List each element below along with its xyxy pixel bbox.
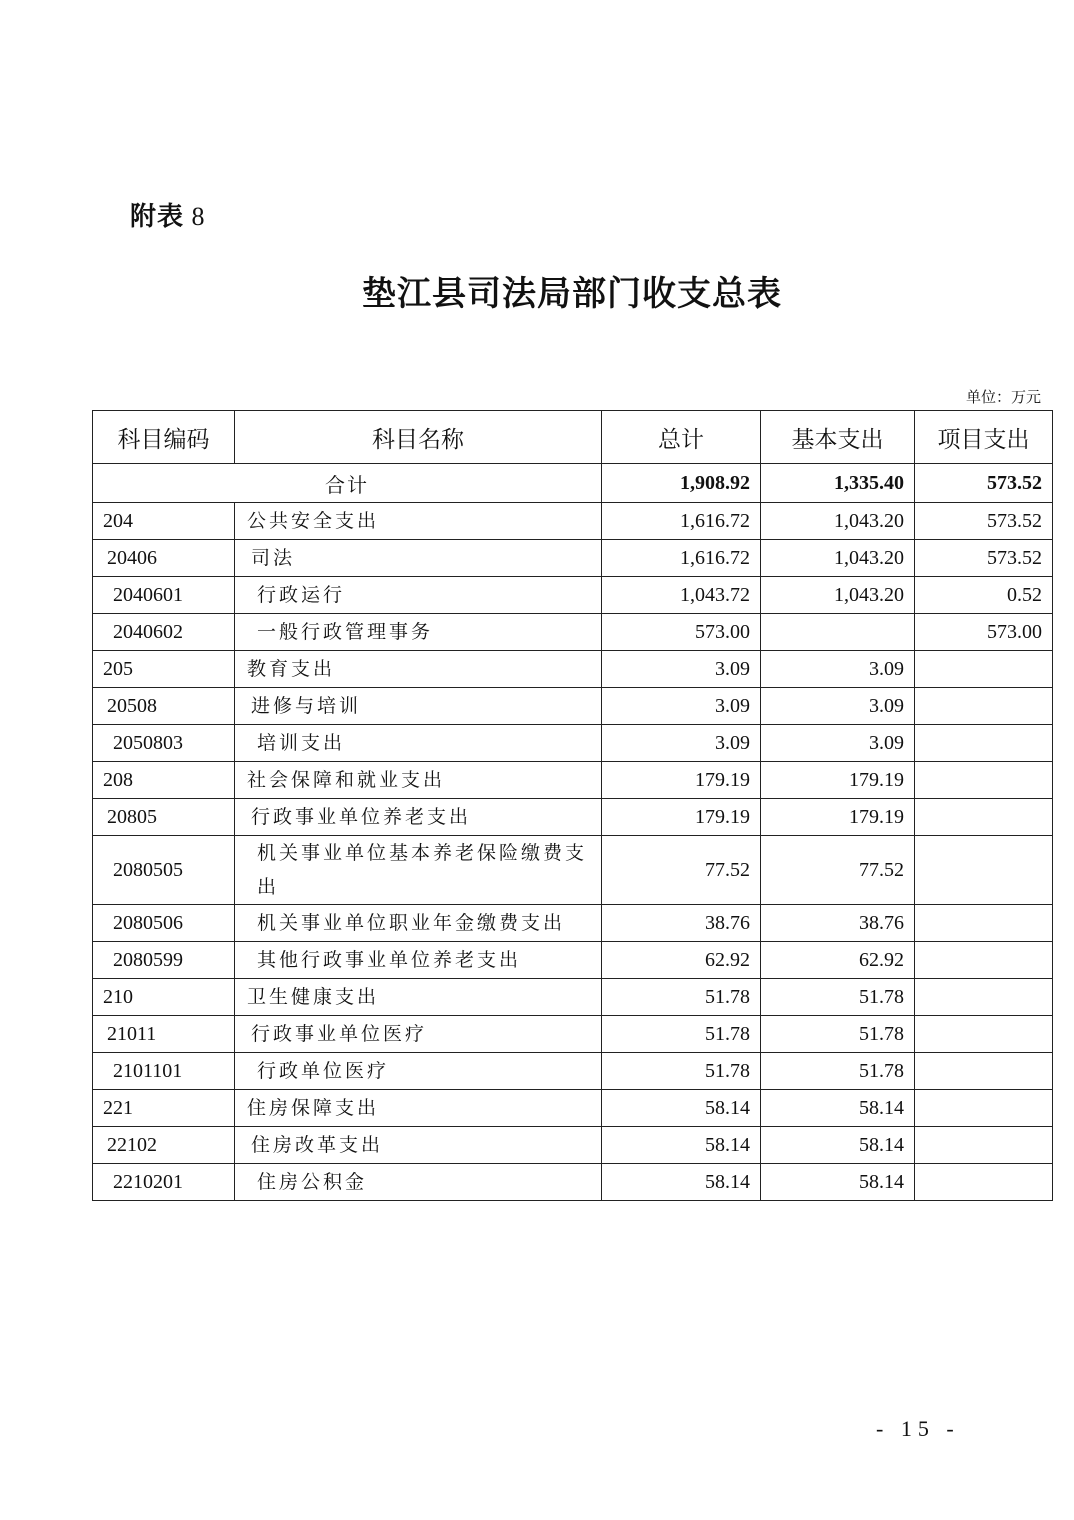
row-project (915, 651, 1053, 688)
row-project (915, 1053, 1053, 1090)
table-row (93, 1016, 1053, 1053)
header-name: 科目名称 (235, 411, 602, 464)
row-basic: 179.19 (761, 762, 915, 799)
annex-prefix: 附表 (130, 202, 185, 231)
row-total: 1,616.72 (602, 540, 761, 577)
row-project (915, 979, 1053, 1016)
row-basic: 51.78 (761, 979, 915, 1016)
row-project (915, 799, 1053, 836)
unit-label: 单位：万元 (965, 388, 1041, 406)
table-row (93, 614, 1053, 651)
row-basic: 58.14 (761, 1127, 915, 1164)
row-project (915, 1164, 1053, 1201)
row-total: 179.19 (602, 799, 761, 836)
row-name: 住房改革支出 (235, 1127, 602, 1164)
row-code: 22102 (93, 1127, 235, 1164)
row-project (915, 942, 1053, 979)
row-basic (761, 614, 915, 651)
row-project (915, 836, 1053, 905)
page-title: 垫江县司法局部门收支总表 (362, 276, 782, 313)
row-name: 其他行政事业单位养老支出 (235, 942, 602, 979)
row-name: 进修与培训 (235, 688, 602, 725)
row-project (915, 1090, 1053, 1127)
table-row (93, 540, 1053, 577)
total-basic: 1,335.40 (761, 464, 915, 503)
table-row (93, 1164, 1053, 1201)
row-basic: 1,043.20 (761, 540, 915, 577)
row-total: 51.78 (602, 1053, 761, 1090)
row-total: 58.14 (602, 1127, 761, 1164)
row-code: 208 (93, 762, 235, 799)
row-name: 行政运行 (235, 577, 602, 614)
row-project: 0.52 (915, 577, 1053, 614)
row-total: 51.78 (602, 979, 761, 1016)
row-total: 62.92 (602, 942, 761, 979)
total-project: 573.52 (915, 464, 1053, 503)
table-row (93, 1053, 1053, 1090)
row-code: 2050803 (93, 725, 235, 762)
row-code: 20805 (93, 799, 235, 836)
page-number: - 15 - (876, 1416, 960, 1441)
row-code: 2080505 (93, 836, 235, 905)
row-code: 221 (93, 1090, 235, 1127)
total-row (93, 464, 1053, 503)
row-basic: 179.19 (761, 799, 915, 836)
row-basic: 58.14 (761, 1164, 915, 1201)
row-name: 一般行政管理事务 (235, 614, 602, 651)
row-code: 205 (93, 651, 235, 688)
budget-table (92, 410, 1053, 1201)
row-code: 20508 (93, 688, 235, 725)
row-name: 公共安全支出 (235, 503, 602, 540)
row-total: 58.14 (602, 1090, 761, 1127)
annex-number: 8 (191, 202, 206, 231)
row-basic: 62.92 (761, 942, 915, 979)
row-code: 20406 (93, 540, 235, 577)
row-total: 58.14 (602, 1164, 761, 1201)
row-code: 2080506 (93, 905, 235, 942)
row-total: 3.09 (602, 725, 761, 762)
row-basic: 3.09 (761, 688, 915, 725)
row-code: 21011 (93, 1016, 235, 1053)
row-basic: 58.14 (761, 1090, 915, 1127)
row-project (915, 762, 1053, 799)
row-name: 机关事业单位基本养老保险缴费支出 (235, 836, 602, 905)
row-total: 1,043.72 (602, 577, 761, 614)
table-header-row (93, 411, 1053, 464)
row-total: 3.09 (602, 688, 761, 725)
row-basic: 1,043.20 (761, 503, 915, 540)
header-project: 项目支出 (915, 411, 1053, 464)
header-code: 科目编码 (93, 411, 235, 464)
row-project: 573.52 (915, 503, 1053, 540)
row-project (915, 725, 1053, 762)
row-basic: 77.52 (761, 836, 915, 905)
total-total: 1,908.92 (602, 464, 761, 503)
row-basic: 51.78 (761, 1053, 915, 1090)
table-row (93, 651, 1053, 688)
row-name: 培训支出 (235, 725, 602, 762)
row-code: 2040601 (93, 577, 235, 614)
row-total: 77.52 (602, 836, 761, 905)
row-code: 2210201 (93, 1164, 235, 1201)
row-project: 573.00 (915, 614, 1053, 651)
row-name: 卫生健康支出 (235, 979, 602, 1016)
table-row (93, 503, 1053, 540)
table-row (93, 799, 1053, 836)
row-code: 210 (93, 979, 235, 1016)
row-code: 2040602 (93, 614, 235, 651)
row-name: 住房保障支出 (235, 1090, 602, 1127)
row-name: 住房公积金 (235, 1164, 602, 1201)
row-name: 机关事业单位职业年金缴费支出 (235, 905, 602, 942)
table-row (93, 1090, 1053, 1127)
row-basic: 38.76 (761, 905, 915, 942)
row-name: 司法 (235, 540, 602, 577)
row-project (915, 1127, 1053, 1164)
table-row (93, 836, 1053, 905)
annex-label (130, 196, 206, 233)
row-code: 2080599 (93, 942, 235, 979)
table-row (93, 688, 1053, 725)
row-name: 社会保障和就业支出 (235, 762, 602, 799)
table-row (93, 725, 1053, 762)
row-name: 行政单位医疗 (235, 1053, 602, 1090)
row-total: 51.78 (602, 1016, 761, 1053)
row-name: 行政事业单位医疗 (235, 1016, 602, 1053)
row-name: 教育支出 (235, 651, 602, 688)
row-total: 38.76 (602, 905, 761, 942)
row-project: 573.52 (915, 540, 1053, 577)
table-row (93, 1127, 1053, 1164)
row-total: 3.09 (602, 651, 761, 688)
header-total: 总计 (602, 411, 761, 464)
row-basic: 3.09 (761, 725, 915, 762)
table-row (93, 979, 1053, 1016)
row-project (915, 1016, 1053, 1053)
row-project (915, 905, 1053, 942)
row-code: 2101101 (93, 1053, 235, 1090)
row-basic: 51.78 (761, 1016, 915, 1053)
table-row (93, 577, 1053, 614)
row-basic: 3.09 (761, 651, 915, 688)
row-total: 573.00 (602, 614, 761, 651)
row-total: 179.19 (602, 762, 761, 799)
row-basic: 1,043.20 (761, 577, 915, 614)
table-row (93, 905, 1053, 942)
row-name: 行政事业单位养老支出 (235, 799, 602, 836)
row-total: 1,616.72 (602, 503, 761, 540)
header-basic: 基本支出 (761, 411, 915, 464)
table-row (93, 942, 1053, 979)
row-code: 204 (93, 503, 235, 540)
total-label: 合计 (93, 464, 602, 503)
table-row (93, 762, 1053, 799)
row-project (915, 688, 1053, 725)
